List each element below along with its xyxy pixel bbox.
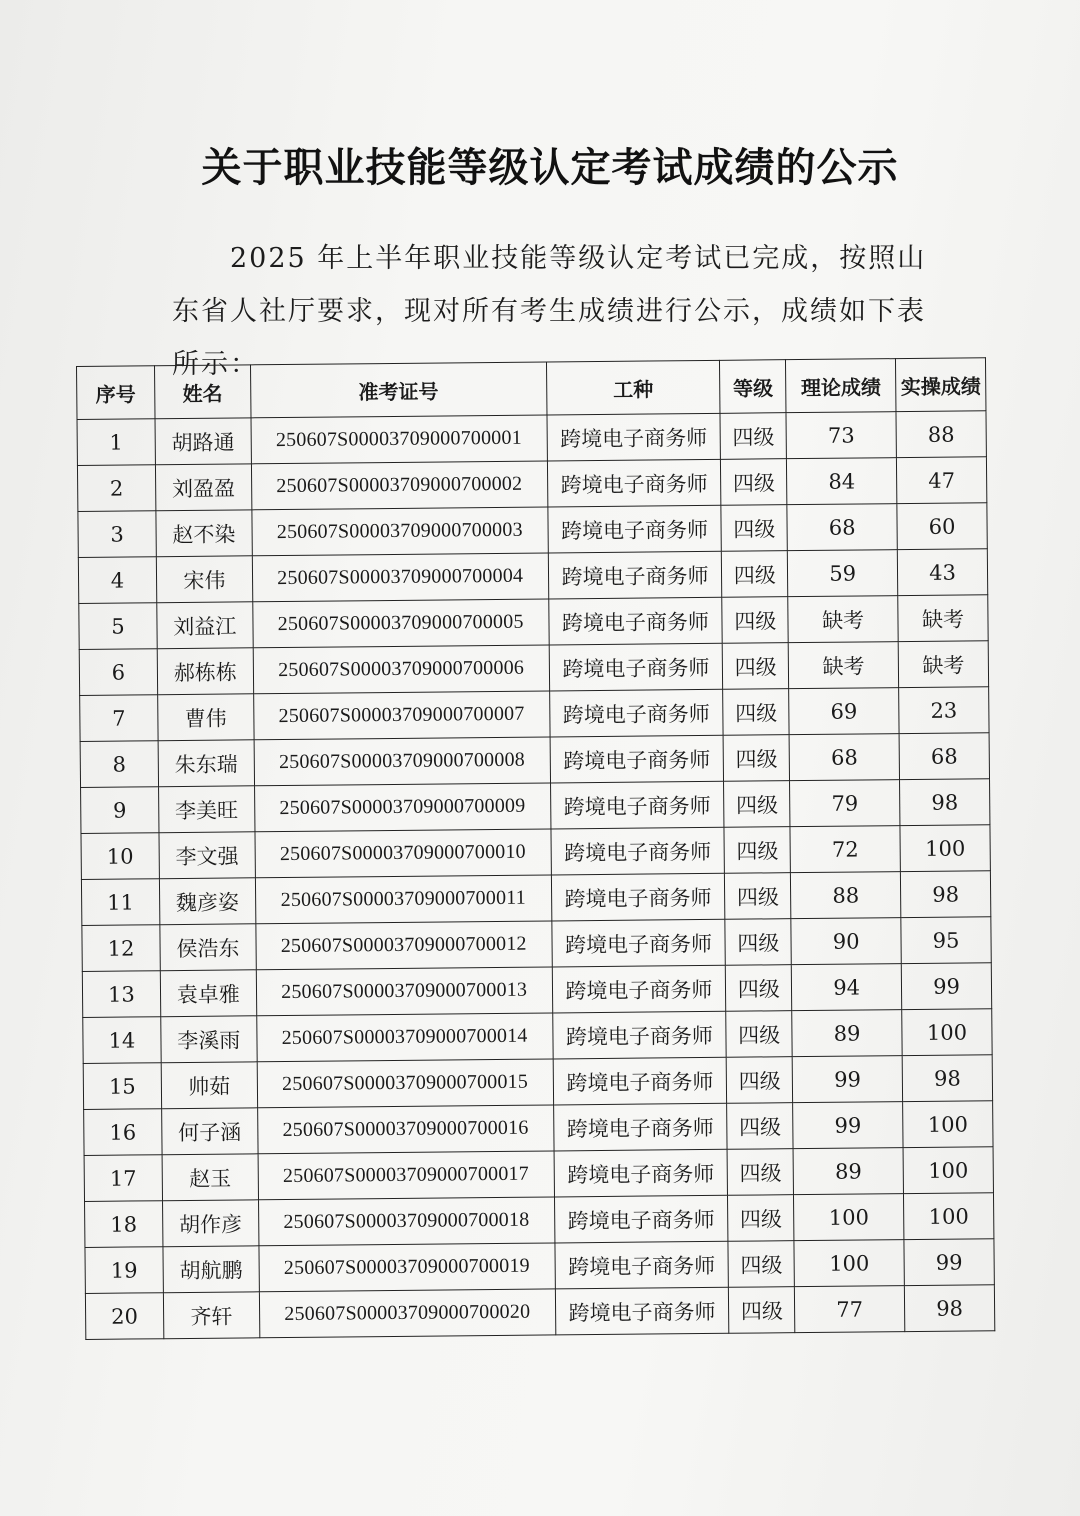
cell-practice-score: 98 bbox=[900, 779, 990, 826]
cell-practice-score: 60 bbox=[897, 503, 987, 550]
cell-ticket: 250607S00003709000700013 bbox=[256, 967, 552, 1016]
cell-theory-score: 99 bbox=[793, 1102, 903, 1149]
cell-index: 11 bbox=[81, 879, 159, 926]
cell-ticket: 250607S00003709000700001 bbox=[251, 415, 547, 464]
header-job: 工种 bbox=[546, 360, 720, 415]
cell-job: 跨境电子商务师 bbox=[554, 1195, 728, 1243]
cell-theory-score: 88 bbox=[791, 872, 901, 919]
cell-theory-score: 缺考 bbox=[788, 596, 898, 643]
cell-theory-score: 99 bbox=[792, 1056, 902, 1103]
cell-index: 17 bbox=[84, 1155, 162, 1202]
header-theory: 理论成绩 bbox=[786, 359, 896, 413]
cell-practice-score: 43 bbox=[897, 549, 987, 596]
cell-theory-score: 79 bbox=[790, 780, 900, 827]
cell-level: 四级 bbox=[720, 413, 786, 460]
cell-name: 赵玉 bbox=[162, 1154, 258, 1201]
cell-job: 跨境电子商务师 bbox=[551, 919, 725, 967]
cell-level: 四级 bbox=[725, 919, 791, 966]
document-title: 关于职业技能等级认定考试成绩的公示 bbox=[201, 145, 899, 191]
cell-ticket: 250607S00003709000700010 bbox=[255, 829, 551, 878]
cell-practice-score: 98 bbox=[902, 1055, 992, 1102]
cell-ticket: 250607S00003709000700018 bbox=[258, 1197, 554, 1246]
table-row bbox=[85, 1285, 994, 1340]
cell-ticket: 250607S00003709000700008 bbox=[254, 737, 550, 786]
cell-level: 四级 bbox=[724, 827, 790, 874]
cell-name: 魏彦姿 bbox=[159, 878, 255, 925]
cell-index: 2 bbox=[77, 465, 155, 512]
cell-name: 帅茹 bbox=[161, 1062, 257, 1109]
cell-ticket: 250607S00003709000700009 bbox=[254, 783, 550, 832]
cell-index: 19 bbox=[85, 1247, 163, 1294]
cell-index: 13 bbox=[82, 971, 160, 1018]
cell-level: 四级 bbox=[728, 1241, 794, 1288]
header-name: 姓名 bbox=[154, 365, 250, 419]
cell-ticket: 250607S00003709000700007 bbox=[253, 691, 549, 740]
cell-ticket: 250607S00003709000700006 bbox=[253, 645, 549, 694]
header-practice: 实操成绩 bbox=[896, 358, 986, 412]
cell-level: 四级 bbox=[727, 1103, 793, 1150]
cell-job: 跨境电子商务师 bbox=[548, 551, 722, 599]
cell-ticket: 250607S00003709000700004 bbox=[252, 553, 548, 602]
cell-theory-score: 缺考 bbox=[788, 642, 898, 689]
cell-ticket: 250607S00003709000700014 bbox=[256, 1013, 552, 1062]
header-ticket: 准考证号 bbox=[250, 362, 546, 418]
cell-name: 宋伟 bbox=[156, 556, 252, 603]
cell-ticket: 250607S00003709000700002 bbox=[251, 461, 547, 510]
cell-theory-score: 68 bbox=[789, 734, 899, 781]
cell-level: 四级 bbox=[725, 873, 791, 920]
cell-practice-score: 100 bbox=[900, 825, 990, 872]
cell-practice-score: 100 bbox=[903, 1101, 993, 1148]
cell-level: 四级 bbox=[723, 735, 789, 782]
cell-index: 9 bbox=[81, 787, 159, 834]
cell-practice-score: 99 bbox=[901, 963, 991, 1010]
cell-job: 跨境电子商务师 bbox=[550, 735, 724, 783]
cell-theory-score: 73 bbox=[786, 412, 896, 459]
scores-table bbox=[76, 357, 995, 1340]
cell-job: 跨境电子商务师 bbox=[551, 827, 725, 875]
cell-job: 跨境电子商务师 bbox=[553, 1057, 727, 1105]
cell-level: 四级 bbox=[722, 551, 788, 598]
cell-job: 跨境电子商务师 bbox=[547, 459, 721, 507]
cell-job: 跨境电子商务师 bbox=[551, 873, 725, 921]
cell-name: 胡作彦 bbox=[162, 1200, 258, 1247]
cell-name: 曹伟 bbox=[158, 694, 254, 741]
cell-ticket: 250607S00003709000700019 bbox=[259, 1243, 555, 1292]
cell-job: 跨境电子商务师 bbox=[547, 413, 721, 461]
cell-practice-score: 68 bbox=[899, 733, 989, 780]
cell-name: 齐轩 bbox=[163, 1292, 259, 1339]
cell-level: 四级 bbox=[728, 1195, 794, 1242]
cell-job: 跨境电子商务师 bbox=[553, 1103, 727, 1151]
cell-index: 6 bbox=[79, 649, 157, 696]
cell-theory-score: 94 bbox=[791, 964, 901, 1011]
cell-job: 跨境电子商务师 bbox=[552, 965, 726, 1013]
cell-index: 7 bbox=[80, 695, 158, 742]
cell-job: 跨境电子商务师 bbox=[555, 1241, 729, 1289]
cell-ticket: 250607S00003709000700016 bbox=[257, 1105, 553, 1154]
cell-name: 刘益江 bbox=[157, 602, 253, 649]
cell-ticket: 250607S00003709000700011 bbox=[255, 875, 551, 924]
cell-index: 12 bbox=[82, 925, 160, 972]
cell-job: 跨境电子商务师 bbox=[554, 1149, 728, 1197]
cell-name: 刘盈盈 bbox=[155, 464, 251, 511]
cell-practice-score: 100 bbox=[902, 1009, 992, 1056]
cell-level: 四级 bbox=[727, 1149, 793, 1196]
cell-level: 四级 bbox=[723, 643, 789, 690]
cell-practice-score: 缺考 bbox=[898, 595, 988, 642]
cell-ticket: 250607S00003709000700005 bbox=[253, 599, 549, 648]
cell-index: 5 bbox=[79, 603, 157, 650]
cell-level: 四级 bbox=[721, 459, 787, 506]
cell-theory-score: 84 bbox=[787, 458, 897, 505]
cell-theory-score: 89 bbox=[792, 1010, 902, 1057]
cell-index: 10 bbox=[81, 833, 159, 880]
cell-job: 跨境电子商务师 bbox=[548, 597, 722, 645]
cell-name: 何子涵 bbox=[162, 1108, 258, 1155]
cell-name: 李文强 bbox=[159, 832, 255, 879]
cell-level: 四级 bbox=[726, 1011, 792, 1058]
cell-practice-score: 98 bbox=[904, 1285, 994, 1332]
cell-index: 1 bbox=[77, 419, 155, 466]
cell-job: 跨境电子商务师 bbox=[549, 643, 723, 691]
header-level: 等级 bbox=[720, 360, 786, 414]
cell-index: 16 bbox=[84, 1109, 162, 1156]
cell-theory-score: 77 bbox=[795, 1286, 905, 1333]
cell-level: 四级 bbox=[726, 965, 792, 1012]
cell-practice-score: 100 bbox=[904, 1193, 994, 1240]
cell-theory-score: 59 bbox=[788, 550, 898, 597]
cell-practice-score: 缺考 bbox=[898, 641, 988, 688]
cell-name: 朱东瑞 bbox=[158, 740, 254, 787]
cell-name: 胡航鹏 bbox=[163, 1246, 259, 1293]
header-index: 序号 bbox=[77, 366, 155, 420]
cell-practice-score: 88 bbox=[896, 411, 986, 458]
cell-theory-score: 100 bbox=[794, 1240, 904, 1287]
cell-level: 四级 bbox=[729, 1287, 795, 1334]
cell-ticket: 250607S00003709000700003 bbox=[252, 507, 548, 556]
cell-level: 四级 bbox=[723, 689, 789, 736]
cell-ticket: 250607S00003709000700012 bbox=[256, 921, 552, 970]
cell-practice-score: 47 bbox=[896, 457, 986, 504]
cell-theory-score: 89 bbox=[793, 1148, 903, 1195]
cell-index: 14 bbox=[83, 1017, 161, 1064]
cell-ticket: 250607S00003709000700017 bbox=[258, 1151, 554, 1200]
cell-name: 袁卓雅 bbox=[160, 970, 256, 1017]
cell-name: 赵不染 bbox=[156, 510, 252, 557]
cell-index: 8 bbox=[80, 741, 158, 788]
table-header-row bbox=[77, 358, 986, 420]
cell-index: 3 bbox=[78, 511, 156, 558]
cell-index: 4 bbox=[78, 557, 156, 604]
cell-practice-score: 100 bbox=[903, 1147, 993, 1194]
cell-job: 跨境电子商务师 bbox=[555, 1287, 729, 1335]
cell-job: 跨境电子商务师 bbox=[552, 1011, 726, 1059]
cell-level: 四级 bbox=[726, 1057, 792, 1104]
cell-theory-score: 72 bbox=[790, 826, 900, 873]
cell-name: 郝栋栋 bbox=[157, 648, 253, 695]
cell-theory-score: 69 bbox=[789, 688, 899, 735]
cell-name: 胡路通 bbox=[155, 418, 251, 465]
intro-text: 2025 年上半年职业技能等级认定考试已完成，按照山东省人社厅要求，现对所有考生成绩进行公示，成绩如下表所示： bbox=[172, 243, 927, 380]
cell-job: 跨境电子商务师 bbox=[550, 781, 724, 829]
cell-ticket: 250607S00003709000700015 bbox=[257, 1059, 553, 1108]
cell-name: 侯浩东 bbox=[160, 924, 256, 971]
cell-practice-score: 98 bbox=[900, 871, 990, 918]
cell-index: 20 bbox=[85, 1293, 163, 1340]
cell-name: 李美旺 bbox=[158, 786, 254, 833]
cell-practice-score: 23 bbox=[899, 687, 989, 734]
cell-name: 李溪雨 bbox=[161, 1016, 257, 1063]
cell-level: 四级 bbox=[724, 781, 790, 828]
cell-level: 四级 bbox=[722, 597, 788, 644]
cell-index: 18 bbox=[85, 1201, 163, 1248]
cell-job: 跨境电子商务师 bbox=[548, 505, 722, 553]
cell-theory-score: 100 bbox=[794, 1194, 904, 1241]
table-body bbox=[77, 411, 995, 1340]
cell-job: 跨境电子商务师 bbox=[549, 689, 723, 737]
cell-level: 四级 bbox=[721, 505, 787, 552]
cell-theory-score: 90 bbox=[791, 918, 901, 965]
cell-ticket: 250607S00003709000700020 bbox=[259, 1289, 555, 1338]
cell-practice-score: 95 bbox=[901, 917, 991, 964]
cell-practice-score: 99 bbox=[904, 1239, 994, 1286]
cell-index: 15 bbox=[83, 1063, 161, 1110]
cell-theory-score: 68 bbox=[787, 504, 897, 551]
